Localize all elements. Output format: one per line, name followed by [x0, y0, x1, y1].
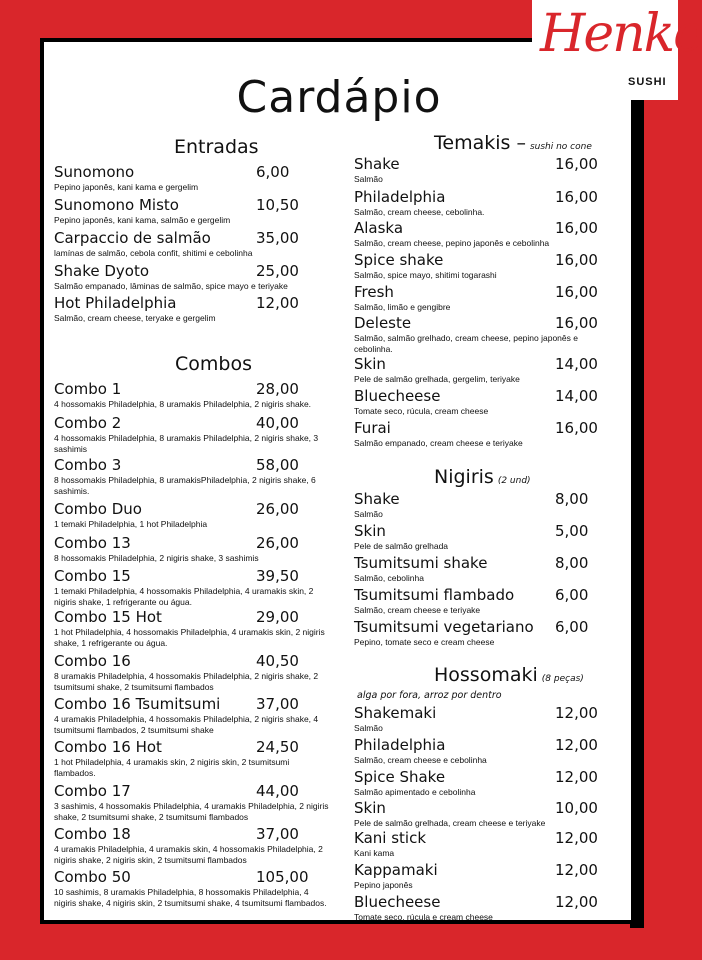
- item-name: Philadelphia: [354, 736, 446, 754]
- item-price: 16,00: [555, 314, 598, 332]
- item-price: 25,00: [256, 262, 299, 280]
- section-title-combos: Combos: [175, 353, 252, 375]
- item-price: 37,00: [256, 825, 299, 843]
- item-price: 28,00: [256, 380, 299, 398]
- page-title: Cardápio: [236, 72, 442, 123]
- item-description: 4 hossomakis Philadelphia, 8 uramakis Philadelphia, 2 nigiris shake, 3 sashimis: [54, 433, 319, 454]
- item-description: Salmão, spice mayo, shitimi togarashi: [354, 270, 497, 280]
- item-name: Combo 15 Hot: [54, 608, 162, 626]
- section-title-nigiris: [434, 466, 531, 488]
- item-description: Pepino japonês, kani kama e gergelim: [54, 182, 199, 192]
- item-name: Furai: [354, 419, 391, 437]
- item-name: Fresh: [354, 283, 394, 301]
- item-price: 105,00: [256, 868, 309, 886]
- item-description: Pepino, tomate seco e cream cheese: [354, 637, 495, 647]
- item-price: 8,00: [555, 490, 589, 508]
- item-name: Tsumitsumi flambado: [354, 586, 515, 604]
- item-description: 4 hossomakis Philadelphia, 8 uramakis Philadelphia, 2 nigiris shake.: [54, 399, 312, 409]
- item-description: Salmão, cream cheese, teryake e gergelim: [54, 313, 216, 323]
- item-description: lamínas de salmão, cebola confit, shitimi e cebolinha: [54, 248, 253, 258]
- item-price: 16,00: [555, 219, 598, 237]
- item-description: 4 uramakis Philadelphia, 4 uramakis skin, 4 hossomakis Philadelphia, 2 nigiris shake, 2 nigiris skin, 2 tsumitsumi flambados: [54, 844, 323, 865]
- item-price: 6,00: [555, 618, 589, 636]
- item-description: Salmão, cream cheese, cebolinha.: [354, 207, 485, 217]
- item-description: Salmão apimentado e cebolinha: [354, 787, 476, 797]
- item-price: 8,00: [555, 554, 589, 572]
- item-price: 12,00: [555, 736, 598, 754]
- item-price: 16,00: [555, 419, 598, 437]
- item-name: Sunomono Misto: [54, 196, 179, 214]
- item-description: Pele de salmão grelhada: [354, 541, 449, 551]
- item-name: Combo 16: [54, 652, 131, 670]
- item-price: 12,00: [256, 294, 299, 312]
- item-description: Salmão, limão e gengibre: [354, 302, 451, 312]
- item-description: Tomate seco, rúcula, cream cheese: [354, 406, 489, 416]
- item-price: 14,00: [555, 387, 598, 405]
- hossomaki-subnote: alga por fora, arroz por dentro: [357, 690, 502, 701]
- item-price: 39,50: [256, 567, 299, 585]
- item-description: 1 hot Philadelphia, 4 hossomakis Philadelphia, 4 uramakis skin, 2 nigiris shake, 1 refrigerante ou água.: [54, 627, 325, 648]
- item-price: 12,00: [555, 768, 598, 786]
- item-description: Pele de salmão grelhada, cream cheese e teriyake: [354, 818, 546, 828]
- item-description: Salmão: [354, 509, 383, 519]
- item-price: 26,00: [256, 500, 299, 518]
- hossomaki-note: (8 peças): [541, 674, 584, 684]
- item-price: 12,00: [555, 704, 598, 722]
- nigiris-title-text: Nigiris: [434, 466, 494, 488]
- item-description: Tomate seco, rúcula e cream cheese: [354, 912, 493, 922]
- item-price: 6,00: [555, 586, 589, 604]
- item-name: Combo Duo: [54, 500, 142, 518]
- item-name: Combo 16 Hot: [54, 738, 162, 756]
- item-description: Pele de salmão grelhada, gergelim, teriyake: [354, 374, 520, 384]
- item-description: 8 hossomakis Philadelphia, 2 nigiris shake, 3 sashimis: [54, 553, 259, 563]
- temakis-note: sushi no cone: [529, 142, 592, 152]
- item-description: Salmão empanado, cream cheese e teriyake: [354, 438, 523, 448]
- item-price: 24,50: [256, 738, 299, 756]
- item-name: Bluecheese: [354, 893, 441, 911]
- hossomaki-title-text: Hossomaki: [434, 664, 538, 686]
- item-name: Alaska: [354, 219, 404, 237]
- item-name: Combo 17: [54, 782, 131, 800]
- item-description: 3 sashimis, 4 hossomakis Philadelphia, 4 uramakis Philadelphia, 2 nigiris shake, 2 tsumitsumi shake, 2 tsumitsumi flambados: [54, 801, 329, 822]
- item-name: Hot Philadelphia: [54, 294, 177, 312]
- item-name: Skin: [354, 522, 386, 540]
- item-price: 12,00: [555, 861, 598, 879]
- item-name: Combo 15: [54, 567, 131, 585]
- item-description: 1 temaki Philadelphia, 1 hot Philadelphia: [54, 519, 208, 529]
- item-description: 8 hossomakis Philadelphia, 8 uramakisPhiladelphia, 2 nigiris shake, 6 sashimis.: [54, 475, 316, 496]
- item-name: Tsumitsumi vegetariano: [354, 618, 534, 636]
- item-name: Skin: [354, 799, 386, 817]
- item-price: 40,00: [256, 414, 299, 432]
- temakis-title-text: Temakis –: [434, 132, 526, 154]
- item-description: Salmão, cream cheese, pepino japonês e cebolinha: [354, 238, 550, 248]
- item-price: 58,00: [256, 456, 299, 474]
- nigiris-note: (2 und): [497, 476, 531, 486]
- item-price: 10,00: [555, 799, 598, 817]
- item-description: Salmão, cream cheese e cebolinha: [354, 755, 487, 765]
- item-description: 1 hot Philadelphia, 4 uramakis skin, 2 nigiris skin, 2 tsumitsumi flambados.: [54, 757, 290, 778]
- item-name: Combo 16 Tsumitsumi: [54, 695, 221, 713]
- item-price: 16,00: [555, 155, 598, 173]
- item-description: Salmão, cebolinha: [354, 573, 424, 583]
- item-name: Combo 3: [54, 456, 122, 474]
- item-name: Shakemaki: [354, 704, 437, 722]
- item-name: Combo 1: [54, 380, 122, 398]
- item-name: Combo 13: [54, 534, 131, 552]
- item-name: Tsumitsumi shake: [354, 554, 488, 572]
- item-description: Salmão, cream cheese e teriyake: [354, 605, 481, 615]
- item-name: Kani stick: [354, 829, 427, 847]
- item-price: 35,00: [256, 229, 299, 247]
- item-price: 12,00: [555, 893, 598, 911]
- item-description: Salmão empanado, lâminas de salmão, spice mayo e teriyake: [54, 281, 288, 291]
- item-name: Combo 2: [54, 414, 122, 432]
- item-name: Skin: [354, 355, 386, 373]
- item-name: Shake: [354, 155, 400, 173]
- item-price: 40,50: [256, 652, 299, 670]
- item-name: Combo 50: [54, 868, 131, 886]
- item-price: 6,00: [256, 163, 290, 181]
- item-price: 26,00: [256, 534, 299, 552]
- item-description: 4 uramakis Philadelphia, 4 hossomakis Philadelphia, 2 nigiris shake, 4 tsumitsumi flambados, 2 tsumitsumi shake: [54, 714, 319, 735]
- item-description: Kani kama: [354, 848, 395, 858]
- item-name: Shake: [354, 490, 400, 508]
- item-price: 16,00: [555, 251, 598, 269]
- item-description: 8 uramakis Philadelphia, 4 hossomakis Philadelphia, 2 nigiris shake, 2 tsumitsumi shake, 2 tsumitsumi flambados: [54, 671, 319, 692]
- item-name: Kappamaki: [354, 861, 438, 879]
- item-description: Pepino japonês: [354, 880, 413, 890]
- item-price: 37,00: [256, 695, 299, 713]
- item-name: Deleste: [354, 314, 412, 332]
- item-name: Spice Shake: [354, 768, 446, 786]
- item-price: 16,00: [555, 188, 598, 206]
- item-description: Salmão: [354, 174, 383, 184]
- item-name: Sunomono: [54, 163, 135, 181]
- item-description: Salmão: [354, 723, 383, 733]
- item-price: 5,00: [555, 522, 589, 540]
- item-name: Combo 18: [54, 825, 131, 843]
- logo-subtitle: SUSHI: [628, 76, 667, 88]
- item-price: 14,00: [555, 355, 598, 373]
- item-name: Shake Dyoto: [54, 262, 150, 280]
- item-name: Spice shake: [354, 251, 444, 269]
- item-name: Philadelphia: [354, 188, 446, 206]
- item-price: 16,00: [555, 283, 598, 301]
- section-title-entradas: Entradas: [174, 136, 259, 158]
- item-price: 44,00: [256, 782, 299, 800]
- item-price: 12,00: [555, 829, 598, 847]
- item-name: Carpaccio de salmão: [54, 229, 211, 247]
- section-title-hossomaki: [434, 664, 584, 686]
- logo-script-text: Henko: [540, 4, 702, 64]
- item-description: Salmão, salmão grelhado, cream cheese, pepino japonês e cebolinha.: [354, 333, 578, 354]
- item-description: 10 sashimis, 8 uramakis Philadelphia, 8 hossomakis Philadelphia, 4 nigiris shake, 4 nigiris skin, 2 tsumitsumi shake, 4 tsumitsumi flambados.: [54, 887, 327, 908]
- item-price: 29,00: [256, 608, 299, 626]
- item-description: 1 temaki Philadelphia, 4 hossomakis Philadelphia, 4 uramakis skin, 2 nigiris shake, 1 refrigerante ou água.: [54, 586, 314, 607]
- item-price: 10,50: [256, 196, 299, 214]
- item-description: Pepino japonês, kani kama, salmão e gergelim: [54, 215, 231, 225]
- section-title-temakis: [434, 132, 592, 154]
- item-name: Bluecheese: [354, 387, 441, 405]
